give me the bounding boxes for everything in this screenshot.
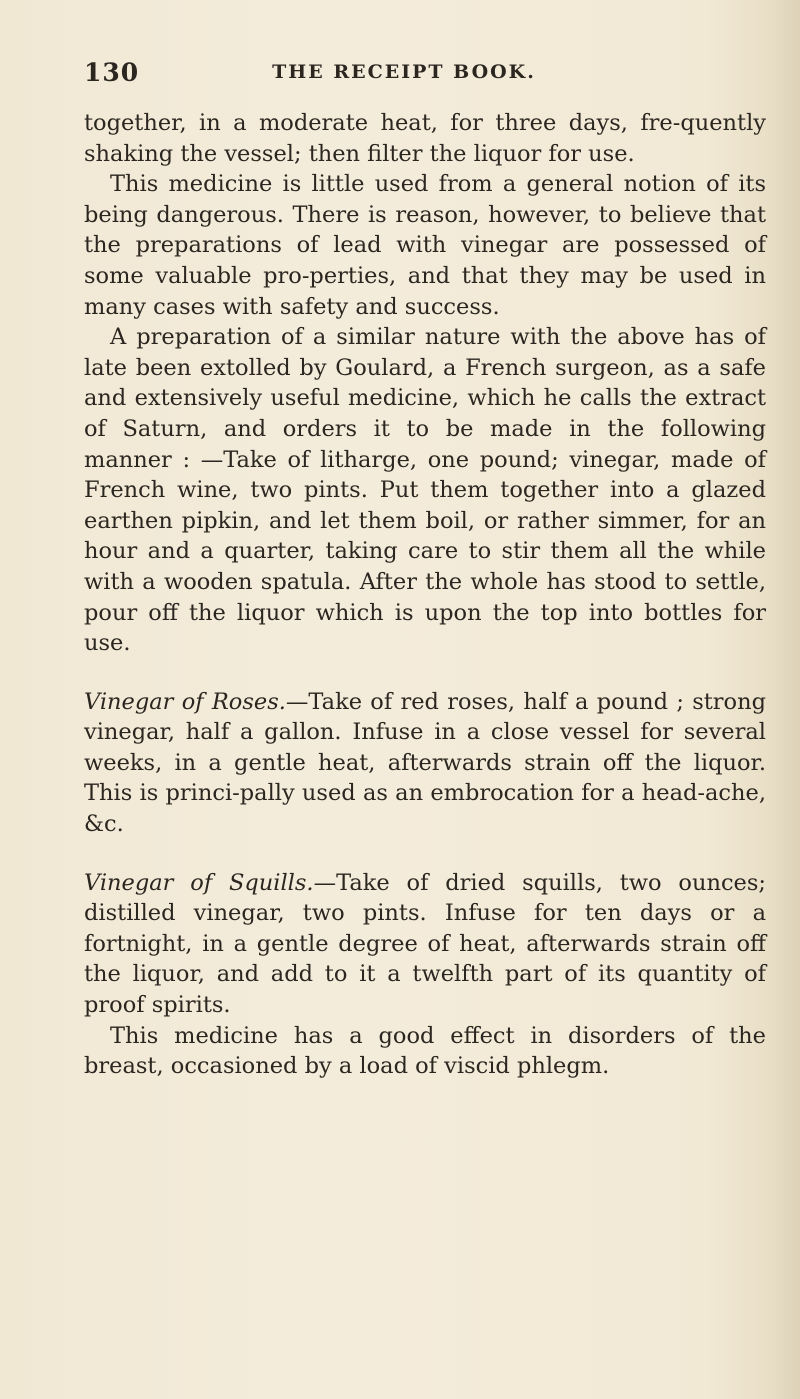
recipe-text: —Take of dried squills, two ounces; distilled vinegar, two pints. Infuse for ten days or a fortnight, in a gentle degree of heat, afterwards strain off the liquor, and add to it a twelfth part of its quantity of proof spirits.: [84, 869, 766, 1019]
page-number: 130: [84, 58, 140, 87]
paragraph-goulard: A preparation of a similar nature with the above has of late been extolled by Goulard, a French surgeon, as a safe and extensively useful medicine, which he calls the extract of Saturn, and orders it to be made in the following manner : —Take of litharge, one pound; vinegar, made of French wine, two pints. Put them together into a glazed earthen pipkin, and let them boil, or rather simmer, for an hour and a quarter, taking care to stir them all the while with a wooden spatula. After the whole has stood to settle, pour off the liquor which is upon the top into bottles for use.: [84, 324, 766, 657]
page-body: [84, 108, 766, 1082]
recipe-title: Vinegar of Squills.: [84, 869, 314, 896]
paragraph-squills-note: This medicine has a good effect in disorders of the breast, occasioned by a load of viscid phlegm.: [84, 1022, 766, 1080]
recipe-vinegar-of-squills: [84, 868, 766, 1021]
recipe-title: Vinegar of Roses.: [84, 688, 286, 715]
paragraph-continuation: together, in a moderate heat, for three days, fre-quently shaking the vessel; then filter the liquor for use.: [84, 110, 766, 167]
recipe-text: —Take of red roses, half a pound ; strong vinegar, half a gallon. Infuse in a close vessel for several weeks, in a gentle heat, afterwards strain off the liquor. This is princi-pally used as an embrocation for a head-ache, &c.: [84, 688, 766, 838]
page-header: [84, 58, 724, 98]
running-title: THE RECEIPT BOOK.: [272, 61, 536, 83]
recipe-vinegar-of-roses: [84, 687, 766, 840]
paragraph-lead-note: This medicine is little used from a general notion of its being dangerous. There is reason, however, to believe that the preparations of lead with vinegar are possessed of some valuable pro-perties, and that they may be used in many cases with safety and success.: [84, 171, 766, 320]
